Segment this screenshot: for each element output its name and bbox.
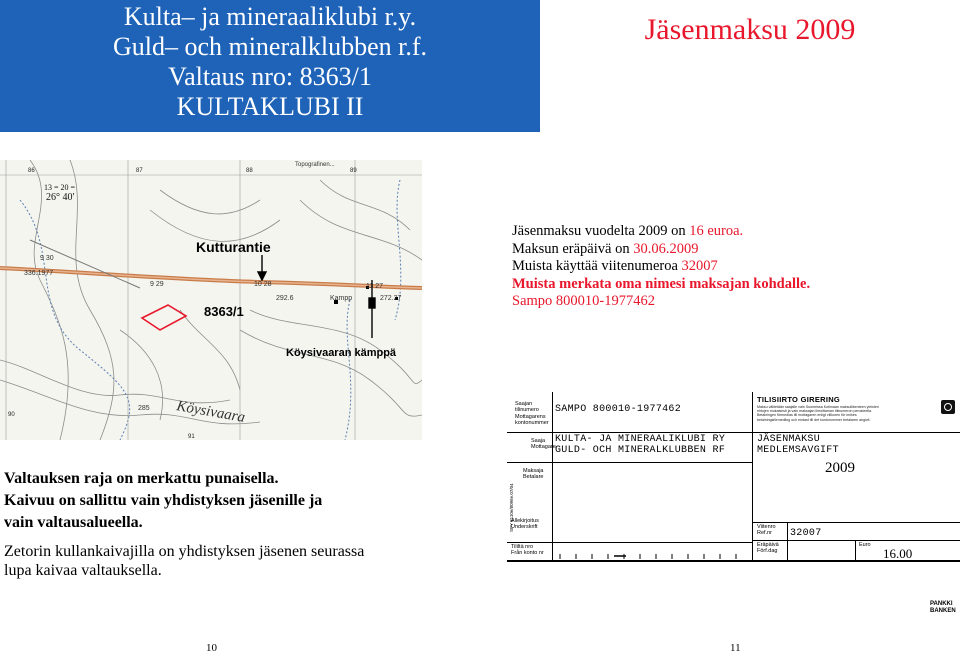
account-label xyxy=(515,401,549,426)
elevation-label: 9 29 xyxy=(150,281,164,288)
claim-name: KULTAKLUBI II xyxy=(176,92,364,121)
label-line: Tililtä nro xyxy=(511,544,534,550)
payer-label xyxy=(523,468,544,481)
fine-print-line: Maksu välitetään saajalle vain Suomessa Kotimaan maksuliikenteen yleisten xyxy=(757,405,879,409)
giro-title: TILISIIRTO GIRERING xyxy=(757,395,841,404)
bank-logo xyxy=(930,601,956,615)
grid-label: 88 xyxy=(246,168,253,174)
elevation-label: 292.6 xyxy=(276,295,294,302)
label-line: Eräpäivä xyxy=(757,542,779,548)
rule-line: vain valtausalueella. xyxy=(4,514,143,531)
account-entry-ticks xyxy=(552,544,752,560)
elevation-label: 272.27 xyxy=(380,295,402,302)
label-line: Betalare xyxy=(523,474,544,481)
right-page-header xyxy=(540,0,960,60)
claim-map xyxy=(0,160,422,440)
recipient-line-1: KULTA- JA MINERAALIKLUBI RY xyxy=(555,434,726,445)
label-line: Från konto nr xyxy=(511,550,544,557)
place-label: Kampp xyxy=(330,295,353,302)
label-line: Maksaja xyxy=(523,468,544,474)
area-label: Köysivaara xyxy=(175,398,247,426)
account-number: SAMPO 800010-1977462 xyxy=(555,404,682,415)
giro-reference-number: 32007 xyxy=(790,528,822,539)
bank-emblem-icon xyxy=(941,400,955,414)
grid-label: 86 xyxy=(28,168,35,174)
road-label: Kutturantie xyxy=(196,239,271,255)
amount-value: 16.00 xyxy=(883,546,913,561)
bank-logo-line: PANKKI xyxy=(930,601,953,607)
due-prefix: Maksun eräpäivä on xyxy=(512,240,634,257)
topographic-map-image xyxy=(0,160,422,440)
grid-label: 89 xyxy=(350,168,357,174)
payment-info xyxy=(512,223,942,311)
elevation-label: 9 30 xyxy=(40,255,54,262)
left-page-header xyxy=(0,0,540,132)
elevation-label: 10 28 xyxy=(254,281,272,288)
rule-line: Kaivuu on sallittu vain yhdistyksen jäsenille ja xyxy=(4,492,323,509)
claim-rules xyxy=(4,468,414,580)
giro-form xyxy=(507,392,960,570)
reference-prefix: Muista käyttää viitenumeroa xyxy=(512,258,682,274)
label-line: Förf.dag xyxy=(757,548,778,555)
coord-lat: 26° 40' xyxy=(46,192,75,203)
rule-line: Valtauksen raja on merkattu punaisella. xyxy=(4,470,279,487)
label-line: Mottagarens xyxy=(515,413,546,420)
recipient-line-2: GULD- OCH MINERALKLUBBEN RF xyxy=(555,445,726,456)
message-line-2: MEDLEMSAVGIFT xyxy=(757,445,839,456)
club-name-sv: Guld– och mineralklubben r.f. xyxy=(112,32,428,61)
reference-line xyxy=(512,258,942,276)
label-line: Saaja xyxy=(531,438,546,444)
reference-number: 32007 xyxy=(681,258,718,274)
grid-label: 87 xyxy=(136,168,143,174)
form-side-code: SPY 8110e/8096e.07/04 xyxy=(509,483,514,532)
label-line: Saajan xyxy=(515,401,533,407)
fee-year: 2009 xyxy=(825,460,855,476)
fine-print-line: betalningsförmedling och endast till det kontonummer betalaren angivit. xyxy=(757,417,871,422)
due-date-line xyxy=(512,241,942,259)
fee-amount: 16 euroa. xyxy=(689,223,744,239)
from-account-label xyxy=(511,544,544,557)
bank-account: Sampo 800010-1977462 xyxy=(512,293,655,309)
bank-logo-line: BANKEN xyxy=(930,608,956,614)
claim-label: 8363/1 xyxy=(204,304,244,319)
due-date: 30.06.2009 xyxy=(633,240,699,257)
claim-number: Valtaus nro: 8363/1 xyxy=(168,62,372,91)
page-number-right: 11 xyxy=(730,642,741,654)
reference-label xyxy=(757,524,776,537)
giro-fine-print xyxy=(757,405,917,422)
note-line: Zetorin kullankaivajilla on yhdistyksen jäsenen seurassa xyxy=(4,543,365,560)
grid-label: 90 xyxy=(8,412,15,418)
fee-prefix: Jäsenmaksu vuodelta 2009 on xyxy=(512,223,690,239)
zetor-note xyxy=(4,542,414,580)
euro-label: Euro xyxy=(859,542,871,548)
label-line: Viitenro xyxy=(757,524,776,530)
elevation-label: 285 xyxy=(138,405,150,412)
club-name-fi: Kulta– ja mineraaliklubi r.y. xyxy=(123,2,417,31)
name-reminder: Muista merkata oma nimesi maksajan kohdalle. xyxy=(512,275,811,292)
grid-label: 91 xyxy=(188,434,195,440)
due-date-label xyxy=(757,542,779,555)
fee-line xyxy=(512,223,942,241)
label-line: kontonummer xyxy=(515,419,549,426)
page-title: Jäsenmaksu 2009 xyxy=(644,13,856,46)
label-line: Allekirjoitus xyxy=(511,518,539,524)
label-line: Underskrift xyxy=(511,524,538,531)
fine-print-line: ehtojen mukaisesti ja vain maksajan ilmoittaman tilinumeron perusteella. xyxy=(757,409,873,414)
cabin-label: Köysivaaran kämppä xyxy=(286,347,397,359)
map-top-edge-text: Topografinen... xyxy=(295,162,335,168)
elevation-label: 11 27 xyxy=(366,283,383,290)
message-line-1: JÄSENMAKSU xyxy=(757,434,821,445)
elevation-label: 336.1977 xyxy=(24,270,54,277)
label-line: Ref.nr xyxy=(757,530,772,537)
page-number-left: 10 xyxy=(206,642,217,654)
note-line: lupa kaivaa valtauksella. xyxy=(4,562,162,579)
coord-sub: 13 = 20 = xyxy=(44,183,76,192)
fine-print-line: Betalningen förmedlas till mottagaren enligt villkoren för inrikes xyxy=(757,413,857,418)
recipient-label xyxy=(531,438,556,451)
label-line: tilinumero xyxy=(515,407,539,414)
label-line: Mottagare xyxy=(531,444,556,451)
